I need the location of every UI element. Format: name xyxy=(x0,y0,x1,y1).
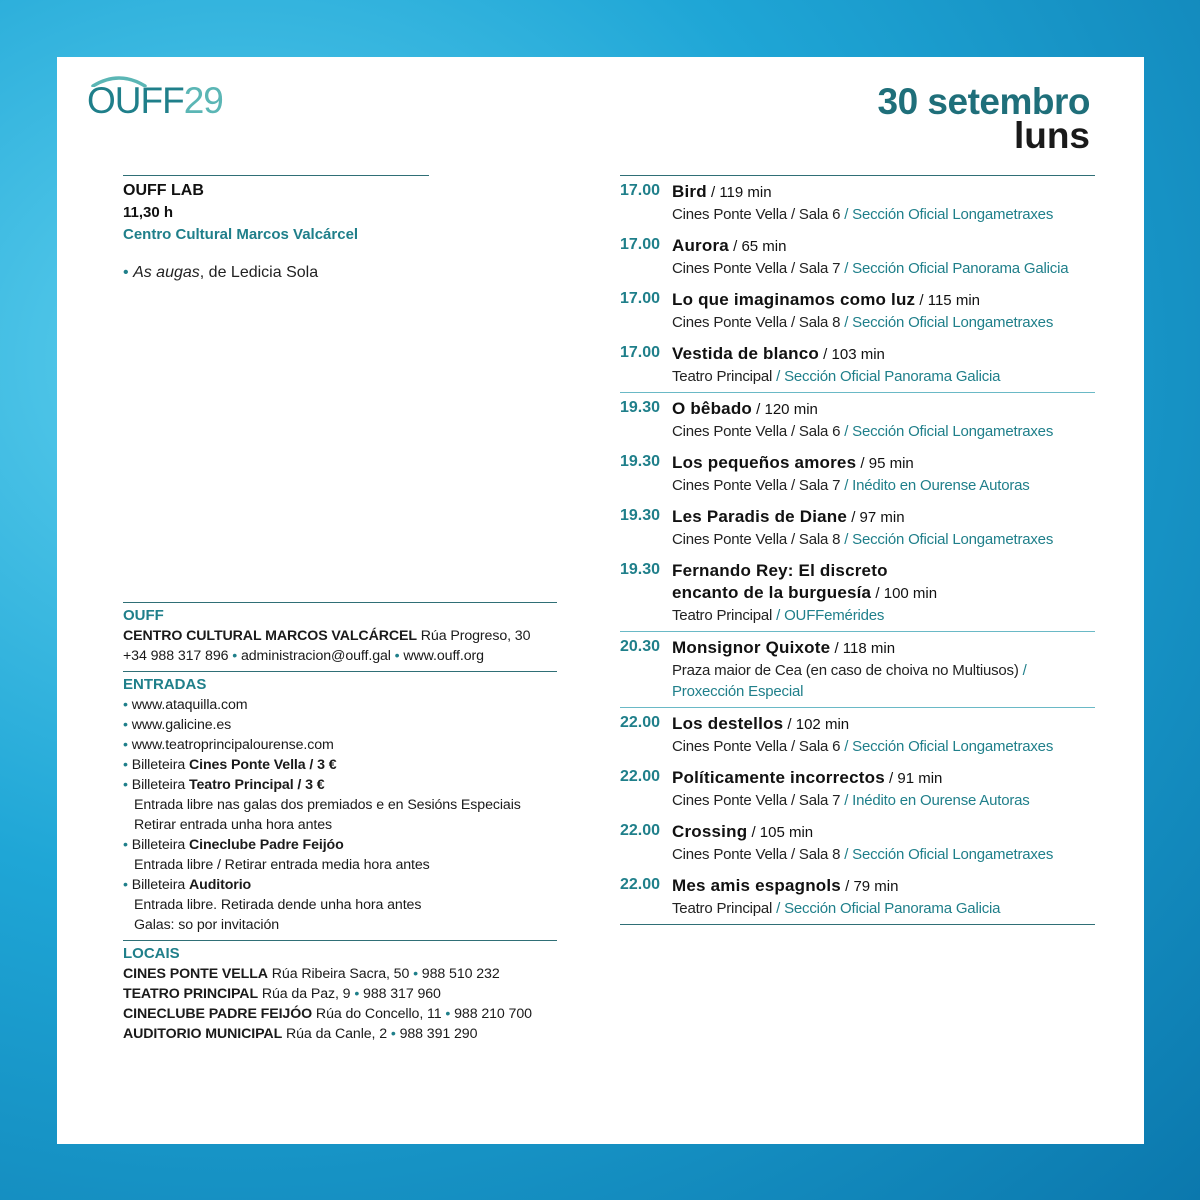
screening-section: / Sección Oficial Longametraxes xyxy=(840,314,1054,331)
locais-divider xyxy=(123,940,557,941)
screening-time: 22.00 xyxy=(620,768,661,785)
ouff-web-link[interactable]: www.ouff.org xyxy=(403,648,484,664)
film-title: Los destellos xyxy=(672,714,784,733)
film-title: Bird xyxy=(672,182,707,201)
date-line: 30 setembro xyxy=(877,81,1090,122)
screening-venue: Cines Ponte Vella / Sala 7 xyxy=(672,477,841,494)
box-office-auditorio-note1: Entrada libre. Retirada dende unha hora antes xyxy=(134,897,422,913)
ouff-heading: OUFF xyxy=(123,607,164,624)
film-duration: / 118 min xyxy=(830,640,896,657)
bullet-icon: • xyxy=(123,264,129,281)
screening-venue: Cines Ponte Vella / Sala 6 xyxy=(672,738,841,755)
screening-time: 19.30 xyxy=(620,399,661,416)
film-duration: / 65 min xyxy=(728,238,787,255)
film-duration: / 105 min xyxy=(747,824,814,841)
screening-los-destellos xyxy=(620,708,1095,762)
lab-time: 11,30 h xyxy=(123,204,174,221)
screening-time: 17.00 xyxy=(620,290,661,307)
entradas-heading: ENTRADAS xyxy=(123,676,207,693)
screening-section: / Inédito en Ourense Autoras xyxy=(840,477,1030,494)
film-title: Los pequeños amores xyxy=(672,453,857,472)
film-duration: / 100 min xyxy=(871,585,938,602)
venue-auditorio: AUDITORIO MUNICIPAL Rúa da Canle, 2 • 988 391 290 xyxy=(123,1026,478,1042)
screening-time: 19.30 xyxy=(620,507,661,524)
screening-section: / Sección Oficial Longametraxes xyxy=(840,738,1054,755)
box-office-teatro-note2: Retirar entrada unha hora antes xyxy=(134,817,333,833)
schedule-list xyxy=(620,175,1095,925)
screening-venue: Cines Ponte Vella / Sala 8 xyxy=(672,314,841,331)
film-title: Lo que imaginamos como luz xyxy=(672,290,916,309)
screening-venue: Teatro Principal xyxy=(672,368,773,385)
info-block xyxy=(123,602,557,1044)
ouff-phone: +34 988 317 896 xyxy=(123,648,229,664)
screening-time: 19.30 xyxy=(620,561,661,578)
screening-section: / Sección Oficial Longametraxes xyxy=(840,531,1054,548)
film-duration: / 79 min xyxy=(840,878,899,895)
screening-venue: Cines Ponte Vella / Sala 7 xyxy=(672,260,841,277)
box-office-cineclube-note: Entrada libre / Retirar entrada media hora antes xyxy=(134,857,430,873)
film-duration: / 95 min xyxy=(856,455,914,472)
film-title: O bêbado xyxy=(672,399,752,418)
venue-cineclube: CINECLUBE PADRE FEIJÓO Rúa do Concello, 11 • 988 210 700 xyxy=(123,1006,532,1022)
box-office-cineclube: • Billeteira Cineclube Padre Feijóo xyxy=(123,837,344,853)
screening-monsignor-quixote xyxy=(620,632,1095,707)
screening-crossing xyxy=(620,816,1095,870)
film-duration: / 103 min xyxy=(819,346,885,363)
box-office-auditorio: • Billeteira Auditorio xyxy=(123,877,252,893)
screening-time: 17.00 xyxy=(620,236,661,253)
screening-section: / Sección Oficial Longametraxes xyxy=(840,423,1054,440)
screening-section: Proxección Especial xyxy=(672,683,804,700)
screening-time: 17.00 xyxy=(620,182,661,199)
film-duration: / 120 min xyxy=(752,401,818,418)
entradas-divider xyxy=(123,671,557,672)
venue-separator: / xyxy=(1018,662,1027,679)
film-title: Políticamente incorrectos xyxy=(672,768,885,787)
box-office-teatro-note1: Entrada libre nas galas dos premiados e en Sesións Especiais xyxy=(134,797,521,813)
lab-divider xyxy=(123,175,429,176)
ouff-lab-block xyxy=(123,175,433,284)
screening-time: 22.00 xyxy=(620,714,661,731)
ticket-web-teatro[interactable]: • www.teatroprincipalourense.com xyxy=(123,737,334,753)
schedule-end-divider xyxy=(620,924,1095,925)
logo-text: OUFF29 xyxy=(87,80,223,121)
screening-fernando-rey xyxy=(620,555,1095,631)
ticket-web-ataquilla[interactable]: • www.ataquilla.com xyxy=(123,697,248,713)
ouff-divider xyxy=(123,602,557,603)
screening-bird xyxy=(620,176,1095,230)
screening-time: 17.00 xyxy=(620,344,661,361)
screening-time: 22.00 xyxy=(620,876,661,893)
screening-venue: Teatro Principal xyxy=(672,900,773,917)
screening-venue: Cines Ponte Vella / Sala 6 xyxy=(672,423,841,440)
screening-o-bebado xyxy=(620,393,1095,447)
film-duration: / 91 min xyxy=(884,770,943,787)
date-heading xyxy=(877,81,1091,156)
film-title: Monsignor Quixote xyxy=(672,638,831,657)
screening-politicamente-incorrectos xyxy=(620,762,1095,816)
ouff-email-link[interactable]: administracion@ouff.gal xyxy=(240,648,391,664)
film-title: Mes amis espagnols xyxy=(672,876,841,895)
screening-venue: Teatro Principal xyxy=(672,607,773,624)
venue-teatro-principal: TEATRO PRINCIPAL Rúa da Paz, 9 • 988 317 960 xyxy=(123,986,441,1002)
lab-item: • As augas, de Ledicia Sola xyxy=(123,264,319,281)
screening-aurora xyxy=(620,230,1095,284)
screening-section: / Sección Oficial Longametraxes xyxy=(840,846,1054,863)
screening-lo-que-imaginamos xyxy=(620,284,1095,338)
film-duration: / 119 min xyxy=(706,184,772,201)
film-title: Vestida de blanco xyxy=(672,344,820,363)
venue-cines-ponte-vella: CINES PONTE VELLA Rúa Ribeira Sacra, 50 • 988 510 232 xyxy=(123,966,500,982)
ouff-address-line: CENTRO CULTURAL MARCOS VALCÁRCEL Rúa Progreso, 30 xyxy=(123,628,531,644)
screening-vestida-de-blanco xyxy=(620,338,1095,392)
screening-time: 19.30 xyxy=(620,453,661,470)
film-title: Aurora xyxy=(672,236,729,255)
film-duration: / 97 min xyxy=(847,509,905,526)
screening-mes-amis-espagnols xyxy=(620,870,1095,924)
film-duration: / 115 min xyxy=(915,292,980,309)
box-office-cines: • Billeteira Cines Ponte Vella / 3 € xyxy=(123,757,337,773)
screening-section: / Sección Oficial Panorama Galicia xyxy=(772,900,1001,917)
screening-venue: Praza maior de Cea (en caso de choiva no Multiusos) xyxy=(672,662,1019,679)
film-title: Crossing xyxy=(672,822,748,841)
box-office-teatro: • Billeteira Teatro Principal / 3 € xyxy=(123,777,325,793)
locais-heading: LOCAIS xyxy=(123,945,180,962)
ouff29-logo xyxy=(87,73,237,119)
ouff-contact-line: +34 988 317 896 • administracion@ouff.gal • www.ouff.org xyxy=(123,648,484,664)
screening-section: / Sección Oficial Panorama Galicia xyxy=(840,260,1069,277)
screening-les-paradis-de-diane xyxy=(620,501,1095,555)
film-duration: / 102 min xyxy=(783,716,850,733)
program-card xyxy=(57,57,1144,1144)
screening-venue: Cines Ponte Vella / Sala 8 xyxy=(672,846,841,863)
screening-time: 22.00 xyxy=(620,822,661,839)
ticket-web-galicine[interactable]: • www.galicine.es xyxy=(123,717,232,733)
screening-section: / Inédito en Ourense Autoras xyxy=(840,792,1030,809)
film-title: Fernando Rey: El discreto xyxy=(672,561,888,580)
screening-venue: Cines Ponte Vella / Sala 6 xyxy=(672,206,841,223)
day-line: luns xyxy=(1013,115,1090,156)
screening-venue: Cines Ponte Vella / Sala 8 xyxy=(672,531,841,548)
screening-section: / OUFFemérides xyxy=(772,607,885,624)
film-title: Les Paradis de Diane xyxy=(672,507,848,526)
screening-section: / Sección Oficial Longametraxes xyxy=(840,206,1054,223)
film-title-cont: encanto de la burguesía xyxy=(672,583,872,602)
screening-venue: Cines Ponte Vella / Sala 7 xyxy=(672,792,841,809)
screening-time: 20.30 xyxy=(620,638,661,655)
screening-los-pequenos-amores xyxy=(620,447,1095,501)
lab-venue: Centro Cultural Marcos Valcárcel xyxy=(123,226,359,243)
screening-section: / Sección Oficial Panorama Galicia xyxy=(772,368,1001,385)
box-office-auditorio-note2: Galas: so por invitación xyxy=(134,917,280,933)
lab-title: OUFF LAB xyxy=(123,182,204,199)
